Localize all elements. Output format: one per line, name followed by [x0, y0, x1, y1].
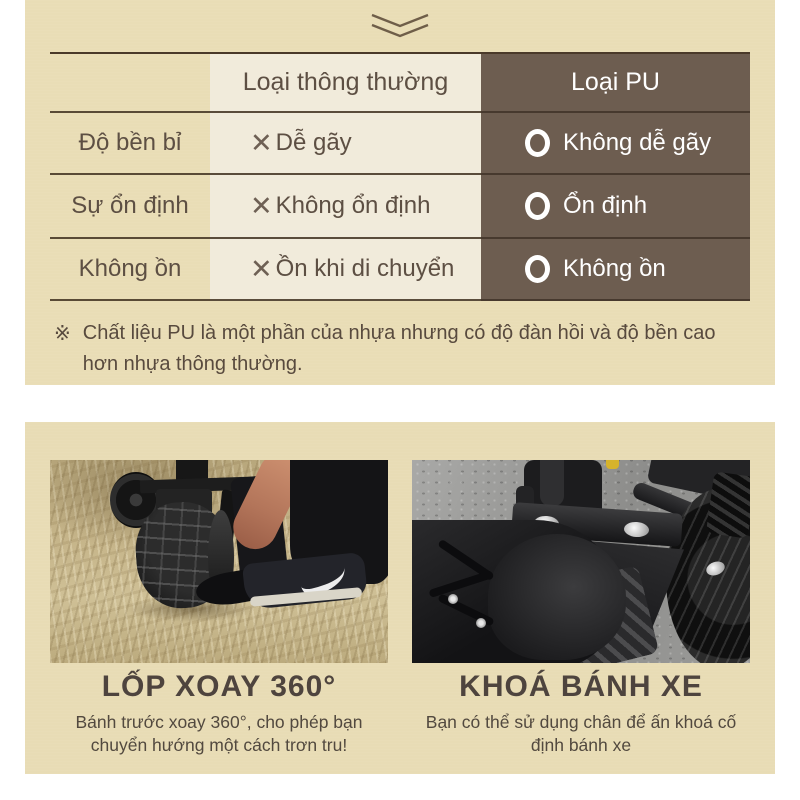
- row-label-noise: Không ồn: [50, 239, 210, 301]
- cross-icon: ✕: [250, 190, 273, 222]
- pu-material-note: [54, 318, 734, 380]
- row-label-stability: Sự ổn định: [50, 175, 210, 239]
- cell-text: Dễ gãy: [275, 129, 352, 156]
- circle-icon: [525, 129, 550, 157]
- cell-normal-noise: [210, 239, 481, 301]
- photo-wheel-brake: [412, 460, 750, 663]
- shoe-eyelet: [476, 618, 486, 628]
- cross-icon: ✕: [250, 253, 273, 285]
- circle-icon: [525, 192, 550, 220]
- reference-mark-icon: ※: [54, 321, 71, 345]
- feature-caption-swivel: [50, 670, 388, 757]
- feature-title: LỐP XOAY 360°: [101, 670, 337, 703]
- cell-text: Ổn định: [563, 192, 648, 219]
- cell-pu-durability: [481, 113, 750, 175]
- feature-body: Bạn có thể sử dụng chân để ấn khoá cố định bánh xe: [425, 712, 737, 756]
- cell-text: Ồn khi di chuyển: [275, 255, 455, 282]
- shoe-eyelet: [448, 594, 458, 604]
- double-chevron-down-icon: [368, 12, 432, 42]
- feature-title: KHOÁ BÁNH XE: [459, 670, 703, 703]
- yellow-button: [606, 460, 619, 469]
- cell-text: Không dễ gãy: [563, 129, 712, 156]
- cell-normal-durability: [210, 113, 481, 175]
- feature-caption-brake: [412, 670, 750, 757]
- circle-icon: [525, 255, 550, 283]
- table-corner-cell: [50, 54, 210, 113]
- features-panel: [25, 422, 775, 774]
- wheel-tread-strip: [706, 471, 750, 538]
- cell-pu-stability: [481, 175, 750, 239]
- comparison-panel: [25, 0, 775, 385]
- row-label-durability: Độ bền bỉ: [50, 113, 210, 175]
- cell-text: Không ổn định: [275, 192, 431, 219]
- cell-text: Không ồn: [563, 255, 666, 282]
- header-normal-type: Loại thông thường: [210, 54, 481, 113]
- feature-body: Bánh trước xoay 360°, cho phép bạn chuyển hướng một cách trơn tru!: [75, 712, 363, 756]
- cell-pu-noise: [481, 239, 750, 301]
- housing-cylinder: [540, 460, 564, 506]
- comparison-table: [50, 52, 750, 301]
- shoe-toe-cap: [488, 534, 626, 660]
- cross-icon: ✕: [250, 127, 273, 159]
- cell-normal-stability: [210, 175, 481, 239]
- header-pu-type: Loại PU: [481, 54, 750, 113]
- photo-swivel-wheel: [50, 460, 388, 663]
- note-text: Chất liệu PU là một phần của nhựa nhưng có độ đàn hồi và độ bền cao hơn nhựa thông thường.: [82, 322, 716, 375]
